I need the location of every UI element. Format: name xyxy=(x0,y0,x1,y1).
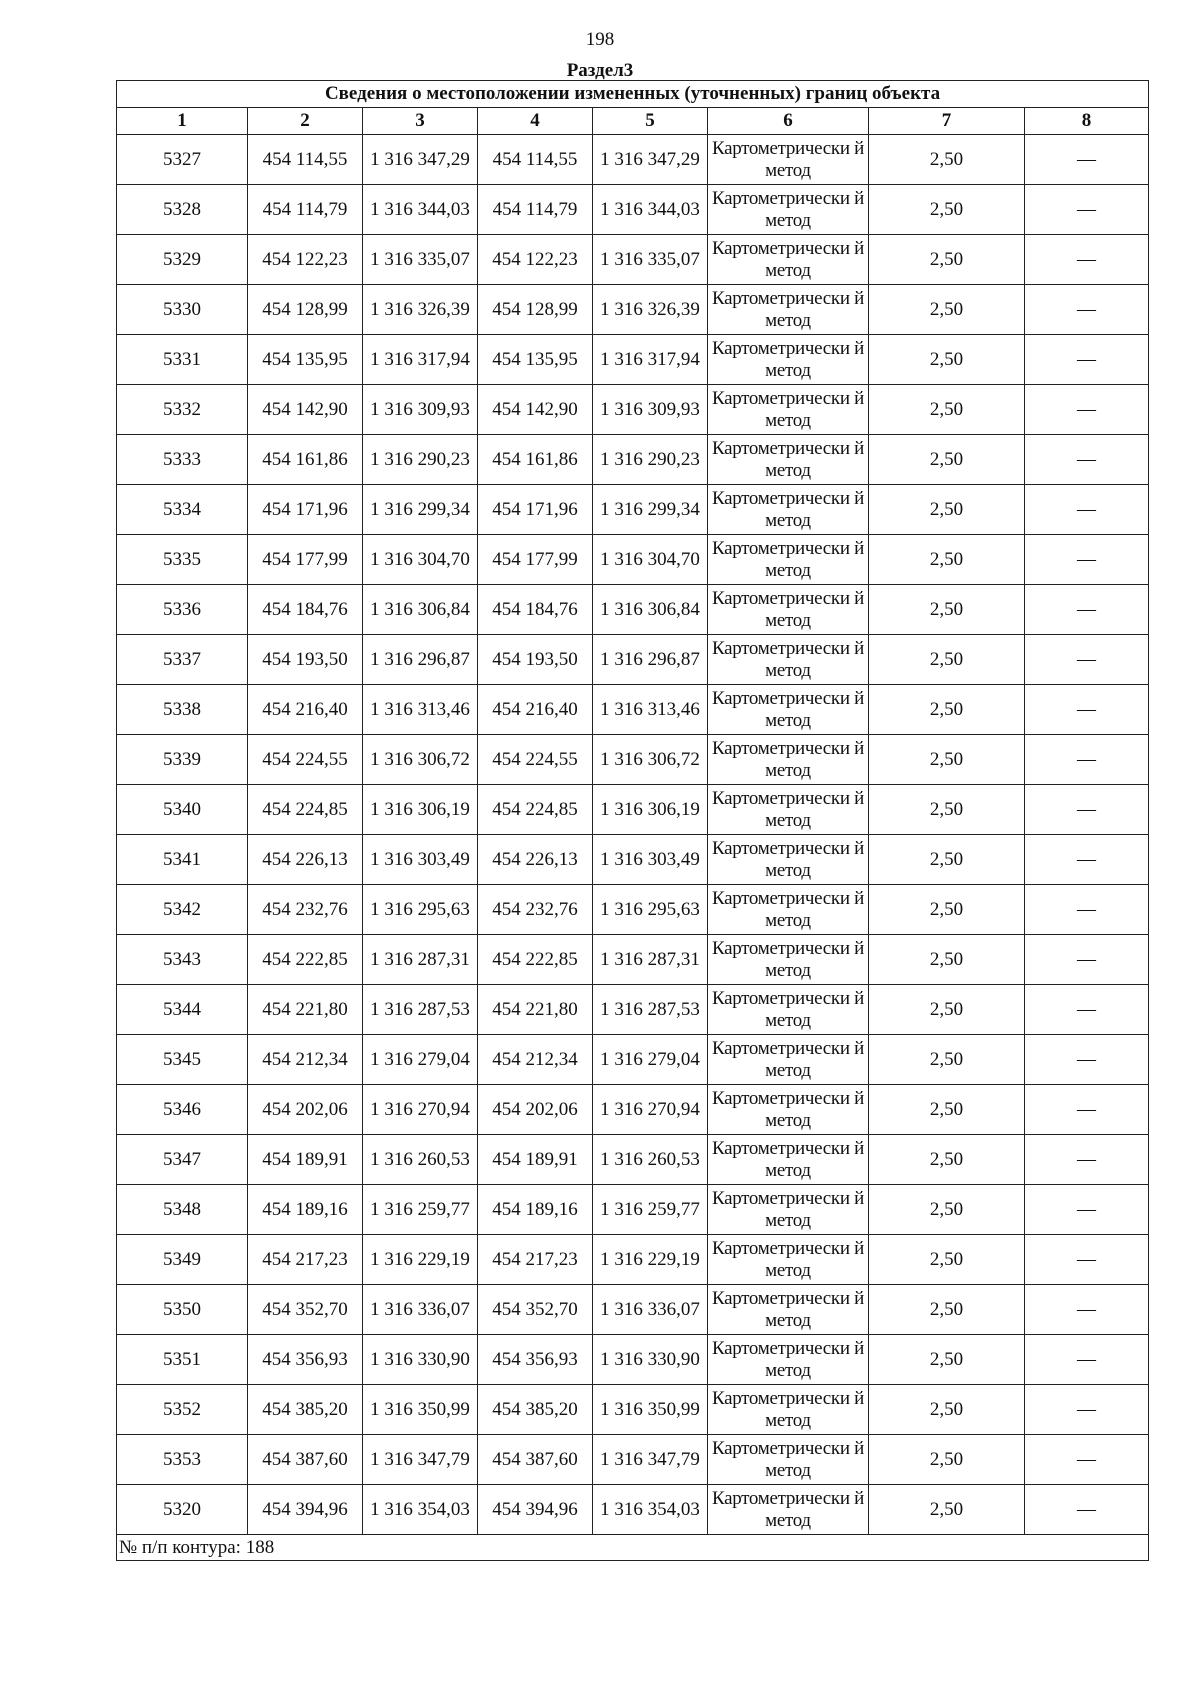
cell-y-new: 1 316 335,07 xyxy=(593,235,708,285)
cell-x-old: 454 224,55 xyxy=(248,735,363,785)
table-row xyxy=(117,1085,1149,1135)
cell-y-new: 1 316 306,19 xyxy=(593,785,708,835)
cell-point-number: 5347 xyxy=(117,1135,248,1185)
cell-y-old: 1 316 279,04 xyxy=(363,1035,478,1085)
table-row xyxy=(117,685,1149,735)
cell-point-number: 5353 xyxy=(117,1435,248,1485)
cell-point-number: 5328 xyxy=(117,185,248,235)
cell-precision: 2,50 xyxy=(869,735,1025,785)
cell-y-new: 1 316 270,94 xyxy=(593,1085,708,1135)
cell-point-number: 5320 xyxy=(117,1485,248,1535)
cell-x-old: 454 212,34 xyxy=(248,1035,363,1085)
table-row xyxy=(117,135,1149,185)
cell-method: Картометрически й метод xyxy=(708,1235,869,1285)
page-number: 198 xyxy=(585,29,615,50)
cell-method: Картометрически й метод xyxy=(708,935,869,985)
column-number-8: 8 xyxy=(1025,108,1149,135)
table-row xyxy=(117,1135,1149,1185)
cell-description: — xyxy=(1025,1135,1149,1185)
cell-method: Картометрически й метод xyxy=(708,985,869,1035)
cell-precision: 2,50 xyxy=(869,1185,1025,1235)
cell-method: Картометрически й метод xyxy=(708,1135,869,1185)
cell-precision: 2,50 xyxy=(869,635,1025,685)
cell-x-old: 454 221,80 xyxy=(248,985,363,1035)
cell-method: Картометрически й метод xyxy=(708,185,869,235)
cell-y-old: 1 316 299,34 xyxy=(363,485,478,535)
table-row xyxy=(117,385,1149,435)
cell-x-old: 454 128,99 xyxy=(248,285,363,335)
cell-y-old: 1 316 304,70 xyxy=(363,535,478,585)
table-row xyxy=(117,1285,1149,1335)
section-title: Раздел3 xyxy=(566,60,634,81)
cell-method: Картометрически й метод xyxy=(708,385,869,435)
table-row xyxy=(117,1235,1149,1285)
cell-y-new: 1 316 326,39 xyxy=(593,285,708,335)
cell-y-new: 1 316 287,53 xyxy=(593,985,708,1035)
cell-precision: 2,50 xyxy=(869,235,1025,285)
cell-method: Картометрически й метод xyxy=(708,685,869,735)
cell-description: — xyxy=(1025,685,1149,735)
cell-y-new: 1 316 303,49 xyxy=(593,835,708,885)
cell-precision: 2,50 xyxy=(869,1085,1025,1135)
table-row xyxy=(117,335,1149,385)
cell-point-number: 5339 xyxy=(117,735,248,785)
cell-x-old: 454 122,23 xyxy=(248,235,363,285)
cell-y-new: 1 316 259,77 xyxy=(593,1185,708,1235)
cell-point-number: 5350 xyxy=(117,1285,248,1335)
cell-description: — xyxy=(1025,1335,1149,1385)
cell-method: Картометрически й метод xyxy=(708,1035,869,1085)
cell-precision: 2,50 xyxy=(869,785,1025,835)
cell-x-new: 454 161,86 xyxy=(478,435,593,485)
cell-y-new: 1 316 347,79 xyxy=(593,1435,708,1485)
cell-precision: 2,50 xyxy=(869,585,1025,635)
cell-description: — xyxy=(1025,1385,1149,1435)
cell-x-old: 454 394,96 xyxy=(248,1485,363,1535)
cell-y-old: 1 316 306,72 xyxy=(363,735,478,785)
cell-x-new: 454 135,95 xyxy=(478,335,593,385)
cell-description: — xyxy=(1025,1435,1149,1485)
cell-description: — xyxy=(1025,835,1149,885)
cell-point-number: 5352 xyxy=(117,1385,248,1435)
cell-description: — xyxy=(1025,985,1149,1035)
table-row xyxy=(117,1385,1149,1435)
column-number-4: 4 xyxy=(478,108,593,135)
cell-precision: 2,50 xyxy=(869,985,1025,1035)
cell-x-new: 454 114,79 xyxy=(478,185,593,235)
cell-point-number: 5343 xyxy=(117,935,248,985)
cell-y-old: 1 316 336,07 xyxy=(363,1285,478,1335)
cell-description: — xyxy=(1025,1285,1149,1335)
cell-x-old: 454 142,90 xyxy=(248,385,363,435)
cell-y-old: 1 316 309,93 xyxy=(363,385,478,435)
cell-description: — xyxy=(1025,1485,1149,1535)
cell-method: Картометрически й метод xyxy=(708,1435,869,1485)
cell-y-new: 1 316 330,90 xyxy=(593,1335,708,1385)
cell-y-new: 1 316 296,87 xyxy=(593,635,708,685)
cell-method: Картометрически й метод xyxy=(708,335,869,385)
cell-method: Картометрически й метод xyxy=(708,135,869,185)
cell-y-old: 1 316 287,31 xyxy=(363,935,478,985)
cell-x-new: 454 212,34 xyxy=(478,1035,593,1085)
table-row xyxy=(117,435,1149,485)
table-row xyxy=(117,535,1149,585)
cell-x-new: 454 202,06 xyxy=(478,1085,593,1135)
cell-x-new: 454 394,96 xyxy=(478,1485,593,1535)
column-number-5: 5 xyxy=(593,108,708,135)
cell-precision: 2,50 xyxy=(869,385,1025,435)
cell-x-new: 454 122,23 xyxy=(478,235,593,285)
cell-y-new: 1 316 317,94 xyxy=(593,335,708,385)
cell-y-new: 1 316 306,72 xyxy=(593,735,708,785)
cell-precision: 2,50 xyxy=(869,485,1025,535)
cell-point-number: 5336 xyxy=(117,585,248,635)
cell-method: Картометрически й метод xyxy=(708,885,869,935)
cell-y-old: 1 316 270,94 xyxy=(363,1085,478,1135)
cell-x-new: 454 193,50 xyxy=(478,635,593,685)
cell-method: Картометрически й метод xyxy=(708,435,869,485)
cell-y-new: 1 316 290,23 xyxy=(593,435,708,485)
cell-point-number: 5346 xyxy=(117,1085,248,1135)
cell-y-new: 1 316 350,99 xyxy=(593,1385,708,1435)
boundary-coordinates-table xyxy=(116,80,1149,1561)
cell-point-number: 5340 xyxy=(117,785,248,835)
cell-precision: 2,50 xyxy=(869,1335,1025,1385)
cell-y-old: 1 316 335,07 xyxy=(363,235,478,285)
cell-x-new: 454 221,80 xyxy=(478,985,593,1035)
cell-point-number: 5342 xyxy=(117,885,248,935)
cell-y-new: 1 316 299,34 xyxy=(593,485,708,535)
cell-y-new: 1 316 344,03 xyxy=(593,185,708,235)
cell-x-old: 454 216,40 xyxy=(248,685,363,735)
cell-point-number: 5335 xyxy=(117,535,248,585)
cell-y-old: 1 316 287,53 xyxy=(363,985,478,1035)
cell-description: — xyxy=(1025,785,1149,835)
cell-x-new: 454 189,91 xyxy=(478,1135,593,1185)
cell-description: — xyxy=(1025,1235,1149,1285)
cell-precision: 2,50 xyxy=(869,435,1025,485)
cell-precision: 2,50 xyxy=(869,535,1025,585)
cell-y-old: 1 316 347,29 xyxy=(363,135,478,185)
cell-y-old: 1 316 290,23 xyxy=(363,435,478,485)
cell-x-old: 454 177,99 xyxy=(248,535,363,585)
table-row xyxy=(117,285,1149,335)
cell-y-old: 1 316 313,46 xyxy=(363,685,478,735)
table-row xyxy=(117,835,1149,885)
cell-method: Картометрически й метод xyxy=(708,785,869,835)
cell-description: — xyxy=(1025,885,1149,935)
cell-x-old: 454 217,23 xyxy=(248,1235,363,1285)
cell-method: Картометрически й метод xyxy=(708,1085,869,1135)
cell-point-number: 5349 xyxy=(117,1235,248,1285)
cell-method: Картометрически й метод xyxy=(708,585,869,635)
cell-method: Картометрически й метод xyxy=(708,485,869,535)
cell-point-number: 5327 xyxy=(117,135,248,185)
cell-x-old: 454 161,86 xyxy=(248,435,363,485)
cell-precision: 2,50 xyxy=(869,835,1025,885)
cell-y-new: 1 316 313,46 xyxy=(593,685,708,735)
cell-x-new: 454 189,16 xyxy=(478,1185,593,1235)
cell-y-old: 1 316 317,94 xyxy=(363,335,478,385)
column-number-3: 3 xyxy=(363,108,478,135)
cell-description: — xyxy=(1025,135,1149,185)
table-caption: Сведения о местоположении измененных (уточненных) границ объекта xyxy=(117,81,1149,108)
cell-y-old: 1 316 306,19 xyxy=(363,785,478,835)
table-row xyxy=(117,235,1149,285)
cell-x-new: 454 387,60 xyxy=(478,1435,593,1485)
cell-description: — xyxy=(1025,385,1149,435)
cell-x-new: 454 385,20 xyxy=(478,1385,593,1435)
cell-precision: 2,50 xyxy=(869,685,1025,735)
column-number-row xyxy=(117,108,1149,135)
cell-x-new: 454 352,70 xyxy=(478,1285,593,1335)
cell-method: Картометрически й метод xyxy=(708,285,869,335)
cell-y-new: 1 316 354,03 xyxy=(593,1485,708,1535)
cell-precision: 2,50 xyxy=(869,885,1025,935)
cell-x-new: 454 216,40 xyxy=(478,685,593,735)
cell-precision: 2,50 xyxy=(869,1485,1025,1535)
cell-method: Картометрически й метод xyxy=(708,635,869,685)
cell-description: — xyxy=(1025,1085,1149,1135)
cell-x-old: 454 189,91 xyxy=(248,1135,363,1185)
table-row xyxy=(117,935,1149,985)
cell-y-new: 1 316 347,29 xyxy=(593,135,708,185)
cell-method: Картометрически й метод xyxy=(708,735,869,785)
cell-description: — xyxy=(1025,185,1149,235)
cell-method: Картометрически й метод xyxy=(708,1385,869,1435)
cell-precision: 2,50 xyxy=(869,1285,1025,1335)
cell-y-new: 1 316 304,70 xyxy=(593,535,708,585)
cell-x-new: 454 142,90 xyxy=(478,385,593,435)
cell-x-old: 454 114,79 xyxy=(248,185,363,235)
cell-description: — xyxy=(1025,285,1149,335)
column-number-1: 1 xyxy=(117,108,248,135)
cell-point-number: 5351 xyxy=(117,1335,248,1385)
cell-description: — xyxy=(1025,435,1149,485)
cell-y-new: 1 316 309,93 xyxy=(593,385,708,435)
cell-y-new: 1 316 336,07 xyxy=(593,1285,708,1335)
cell-description: — xyxy=(1025,485,1149,535)
cell-x-old: 454 226,13 xyxy=(248,835,363,885)
cell-description: — xyxy=(1025,1185,1149,1235)
cell-description: — xyxy=(1025,335,1149,385)
table-row xyxy=(117,635,1149,685)
cell-description: — xyxy=(1025,635,1149,685)
cell-point-number: 5332 xyxy=(117,385,248,435)
cell-x-old: 454 222,85 xyxy=(248,935,363,985)
table-row xyxy=(117,885,1149,935)
table-row xyxy=(117,985,1149,1035)
cell-method: Картометрически й метод xyxy=(708,1285,869,1335)
contour-number: № п/п контура: 188 xyxy=(117,1535,1149,1561)
cell-point-number: 5329 xyxy=(117,235,248,285)
cell-y-new: 1 316 260,53 xyxy=(593,1135,708,1185)
table-row xyxy=(117,785,1149,835)
table-row xyxy=(117,735,1149,785)
cell-precision: 2,50 xyxy=(869,1135,1025,1185)
cell-y-old: 1 316 260,53 xyxy=(363,1135,478,1185)
cell-point-number: 5334 xyxy=(117,485,248,535)
cell-description: — xyxy=(1025,935,1149,985)
cell-y-old: 1 316 295,63 xyxy=(363,885,478,935)
cell-method: Картометрически й метод xyxy=(708,835,869,885)
cell-x-old: 454 135,95 xyxy=(248,335,363,385)
cell-x-old: 454 189,16 xyxy=(248,1185,363,1235)
table-row xyxy=(117,585,1149,635)
cell-point-number: 5330 xyxy=(117,285,248,335)
cell-point-number: 5341 xyxy=(117,835,248,885)
cell-y-old: 1 316 306,84 xyxy=(363,585,478,635)
cell-x-new: 454 356,93 xyxy=(478,1335,593,1385)
cell-description: — xyxy=(1025,585,1149,635)
cell-x-old: 454 387,60 xyxy=(248,1435,363,1485)
cell-y-old: 1 316 344,03 xyxy=(363,185,478,235)
cell-precision: 2,50 xyxy=(869,335,1025,385)
table-row xyxy=(117,1035,1149,1085)
cell-method: Картометрически й метод xyxy=(708,235,869,285)
cell-x-old: 454 352,70 xyxy=(248,1285,363,1335)
cell-description: — xyxy=(1025,535,1149,585)
cell-precision: 2,50 xyxy=(869,185,1025,235)
cell-x-old: 454 171,96 xyxy=(248,485,363,535)
column-number-2: 2 xyxy=(248,108,363,135)
cell-point-number: 5344 xyxy=(117,985,248,1035)
cell-y-old: 1 316 296,87 xyxy=(363,635,478,685)
cell-y-new: 1 316 279,04 xyxy=(593,1035,708,1085)
cell-point-number: 5345 xyxy=(117,1035,248,1085)
table-row xyxy=(117,485,1149,535)
cell-x-old: 454 114,55 xyxy=(248,135,363,185)
cell-description: — xyxy=(1025,235,1149,285)
column-number-6: 6 xyxy=(708,108,869,135)
cell-y-old: 1 316 229,19 xyxy=(363,1235,478,1285)
cell-precision: 2,50 xyxy=(869,1035,1025,1085)
cell-description: — xyxy=(1025,735,1149,785)
cell-x-old: 454 385,20 xyxy=(248,1385,363,1435)
cell-x-new: 454 222,85 xyxy=(478,935,593,985)
cell-y-new: 1 316 306,84 xyxy=(593,585,708,635)
cell-y-old: 1 316 354,03 xyxy=(363,1485,478,1535)
cell-precision: 2,50 xyxy=(869,1235,1025,1285)
cell-x-new: 454 217,23 xyxy=(478,1235,593,1285)
cell-method: Картометрически й метод xyxy=(708,535,869,585)
cell-point-number: 5348 xyxy=(117,1185,248,1235)
cell-y-new: 1 316 229,19 xyxy=(593,1235,708,1285)
cell-y-old: 1 316 303,49 xyxy=(363,835,478,885)
cell-x-new: 454 226,13 xyxy=(478,835,593,885)
cell-y-new: 1 316 295,63 xyxy=(593,885,708,935)
table-row xyxy=(117,1485,1149,1535)
cell-y-old: 1 316 330,90 xyxy=(363,1335,478,1385)
cell-x-new: 454 224,55 xyxy=(478,735,593,785)
table-row xyxy=(117,1435,1149,1485)
cell-x-new: 454 177,99 xyxy=(478,535,593,585)
cell-precision: 2,50 xyxy=(869,285,1025,335)
cell-x-old: 454 193,50 xyxy=(248,635,363,685)
cell-precision: 2,50 xyxy=(869,1435,1025,1485)
table-row xyxy=(117,1335,1149,1385)
cell-precision: 2,50 xyxy=(869,135,1025,185)
cell-point-number: 5338 xyxy=(117,685,248,735)
cell-point-number: 5331 xyxy=(117,335,248,385)
cell-precision: 2,50 xyxy=(869,935,1025,985)
table-row xyxy=(117,185,1149,235)
cell-x-new: 454 128,99 xyxy=(478,285,593,335)
cell-y-old: 1 316 326,39 xyxy=(363,285,478,335)
cell-y-old: 1 316 347,79 xyxy=(363,1435,478,1485)
cell-x-new: 454 114,55 xyxy=(478,135,593,185)
cell-method: Картометрически й метод xyxy=(708,1485,869,1535)
cell-x-new: 454 184,76 xyxy=(478,585,593,635)
cell-x-old: 454 184,76 xyxy=(248,585,363,635)
cell-point-number: 5337 xyxy=(117,635,248,685)
cell-x-new: 454 171,96 xyxy=(478,485,593,535)
cell-method: Картометрически й метод xyxy=(708,1185,869,1235)
cell-description: — xyxy=(1025,1035,1149,1085)
cell-x-old: 454 232,76 xyxy=(248,885,363,935)
cell-x-old: 454 356,93 xyxy=(248,1335,363,1385)
table-body xyxy=(117,135,1149,1535)
cell-point-number: 5333 xyxy=(117,435,248,485)
cell-method: Картометрически й метод xyxy=(708,1335,869,1385)
table-row xyxy=(117,1185,1149,1235)
cell-x-old: 454 224,85 xyxy=(248,785,363,835)
cell-x-new: 454 224,85 xyxy=(478,785,593,835)
cell-x-old: 454 202,06 xyxy=(248,1085,363,1135)
cell-y-old: 1 316 259,77 xyxy=(363,1185,478,1235)
column-number-7: 7 xyxy=(869,108,1025,135)
cell-precision: 2,50 xyxy=(869,1385,1025,1435)
cell-x-new: 454 232,76 xyxy=(478,885,593,935)
cell-y-old: 1 316 350,99 xyxy=(363,1385,478,1435)
cell-y-new: 1 316 287,31 xyxy=(593,935,708,985)
